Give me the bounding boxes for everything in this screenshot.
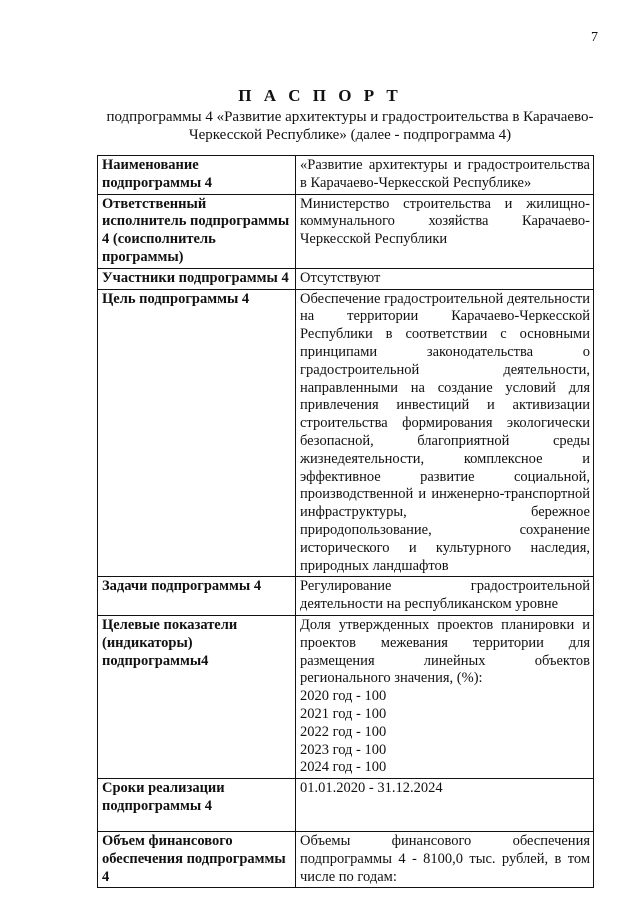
indicator-year: 2024 год - 100 <box>300 759 387 776</box>
indicator-year: 2020 год - 100 <box>300 688 387 705</box>
page-number: 7 <box>591 30 598 45</box>
passport-table <box>97 155 594 888</box>
row-label: Ответственный исполнитель подпрограммы 4 (соисполнитель программы) <box>98 194 296 268</box>
row-value: Объемы финансового обеспечения подпрограммы 4 - 8100,0 тыс. рублей, в том числе по годам: <box>296 832 594 888</box>
table-row <box>98 615 594 778</box>
row-label: Целевые показатели (индикаторы) подпрограммы4 <box>98 615 296 778</box>
row-value: Регулирование градостроительной деятельности на республиканском уровне <box>296 577 594 616</box>
row-value: Министерство строительства и жилищно-коммунального хозяйства Карачаево-Черкесской Республики <box>296 194 594 268</box>
table-row <box>98 577 594 616</box>
row-label: Сроки реализации подпрограммы 4 <box>98 779 296 832</box>
table-row <box>98 832 594 888</box>
indicator-year: 2022 год - 100 <box>300 723 387 740</box>
row-label: Участники подпрограммы 4 <box>98 268 296 289</box>
table-row <box>98 289 594 577</box>
document-title: П А С П О Р Т <box>238 86 402 105</box>
indicator-text: Доля утвержденных проектов планировки и проектов межевания территории для размещения линейных объектов регионального значения, (%): <box>300 616 590 687</box>
row-value: «Развитие архитектуры и градостроительства в Карачаево-Черкесской Республике» <box>296 156 594 195</box>
row-label: Объем финансового обеспечения подпрограммы 4 <box>98 832 296 888</box>
table-row <box>98 779 594 832</box>
row-label: Наименование подпрограммы 4 <box>98 156 296 195</box>
table-row <box>98 156 594 195</box>
document-subtitle: подпрограммы 4 «Развитие архитектуры и градостроительства в Карачаево-Черкесской Республике» (далее - подпрограмма 4) <box>106 109 594 143</box>
table-row <box>98 268 594 289</box>
row-label: Цель подпрограммы 4 <box>98 289 296 577</box>
indicator-year: 2023 год - 100 <box>300 741 387 758</box>
row-value: Обеспечение градостроительной деятельности на территории Карачаево-Черкесской Республики в соответствии с основными принципами законодательства о градостроительной деятельности, направленными на создание условий для привлечения инвестиций и активизации строительства формирования экологически безопасной, благоприятной среды жизнедеятельности, комплексное и эффективное развитие социальной, производственной и инженерно-транспортной инфраструктуры, бережное природопользование, сохранение исторического и культурного наследия, природных ландшафтов <box>296 289 594 577</box>
row-value: 01.01.2020 - 31.12.2024 <box>296 779 594 832</box>
row-value: Отсутствуют <box>296 268 594 289</box>
indicator-year: 2021 год - 100 <box>300 705 387 722</box>
table-row <box>98 194 594 268</box>
row-value <box>296 615 594 778</box>
row-label: Задачи подпрограммы 4 <box>98 577 296 616</box>
